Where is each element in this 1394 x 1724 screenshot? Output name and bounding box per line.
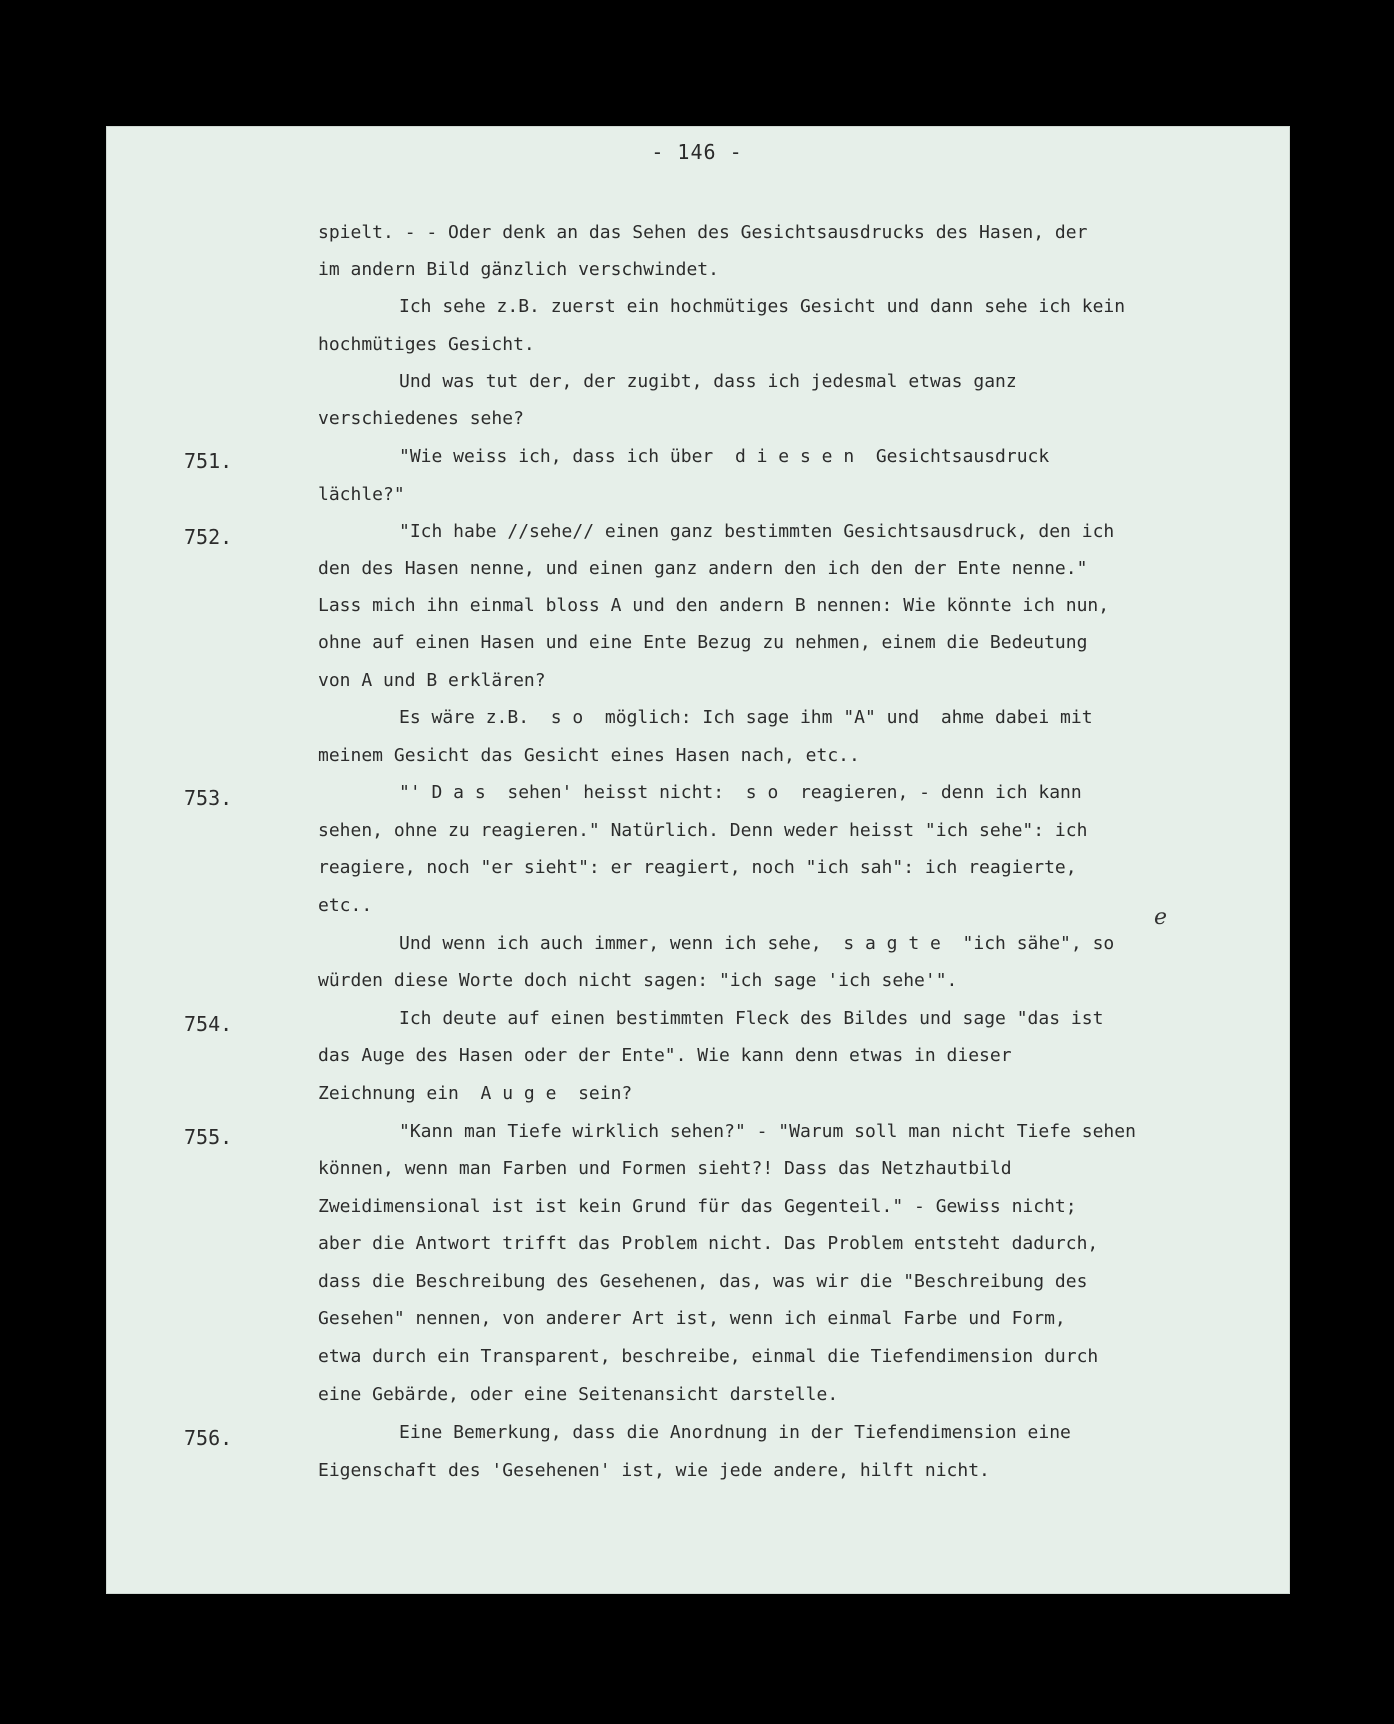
text-line: meinem Gesicht das Gesicht eines Hasen nach, etc.. [318, 745, 860, 766]
paragraph-number-755: 755. [184, 1125, 233, 1149]
text-line: sehen, ohne zu reagieren." Natürlich. Denn weder heisst "ich sehe": ich [318, 820, 1088, 841]
text-line: ohne auf einen Hasen und eine Ente Bezug zu nehmen, einem die Bedeutung [318, 632, 1088, 653]
text-line: Zweidimensional ist ist kein Grund für das Gegenteil." - Gewiss nicht; [318, 1196, 1077, 1217]
text-line: von A und B erklären? [318, 670, 546, 691]
text-line: etwa durch ein Transparent, beschreibe, einmal die Tiefendimension durch [318, 1346, 1099, 1367]
text-line: Und wenn ich auch immer, wenn ich sehe, s a g t e "ich sähe", so [399, 933, 1115, 954]
paragraph-number-753: 753. [184, 786, 233, 810]
paragraph-number-754: 754. [184, 1012, 233, 1036]
text-line: können, wenn man Farben und Formen sieht?! Dass das Netzhautbild [318, 1158, 1012, 1179]
text-line: eine Gebärde, oder eine Seitenansicht darstelle. [318, 1384, 839, 1405]
text-line: verschiedenes sehe? [318, 408, 524, 429]
text-line: Lass mich ihn einmal bloss A und den andern B nennen: Wie könnte ich nun, [318, 595, 1110, 616]
handwritten-correction: e [1154, 905, 1168, 930]
text-line: Eine Bemerkung, dass die Anordnung in der Tiefendimension eine [399, 1422, 1071, 1443]
text-line: den des Hasen nenne, und einen ganz andern den ich den der Ente nenne." [318, 558, 1088, 579]
text-line: "' D a s sehen' heisst nicht: s o reagieren, - denn ich kann [399, 782, 1082, 803]
text-line: dass die Beschreibung des Gesehenen, das, was wir die "Beschreibung des [318, 1271, 1088, 1292]
text-line: "Wie weiss ich, dass ich über d i e s e n Gesichtsausdruck [399, 446, 1050, 467]
text-line: Ich deute auf einen bestimmten Fleck des Bildes und sage "das ist [399, 1008, 1104, 1029]
text-line: Es wäre z.B. s o möglich: Ich sage ihm "A" und ahme dabei mit [399, 707, 1093, 728]
paragraph-number-756: 756. [184, 1426, 233, 1450]
paragraph-number-751: 751. [184, 449, 233, 473]
text-line: spielt. - - Oder denk an das Sehen des Gesichtsausdrucks des Hasen, der [318, 222, 1088, 243]
text-line: aber die Antwort trifft das Problem nicht. Das Problem entsteht dadurch, [318, 1233, 1099, 1254]
text-line: etc.. [318, 895, 373, 916]
text-line: "Ich habe //sehe// einen ganz bestimmten Gesichtsausdruck, den ich [399, 521, 1115, 542]
text-line: das Auge des Hasen oder der Ente". Wie kann denn etwas in dieser [318, 1045, 1012, 1066]
page-number: - 146 - [651, 140, 743, 164]
text-line: hochmütiges Gesicht. [318, 334, 535, 355]
text-line: im andern Bild gänzlich verschwindet. [318, 259, 719, 280]
text-line: Eigenschaft des 'Gesehenen' ist, wie jede andere, hilft nicht. [318, 1460, 990, 1481]
text-line: Ich sehe z.B. zuerst ein hochmütiges Gesicht und dann sehe ich kein [399, 296, 1126, 317]
text-line: reagiere, noch "er sieht": er reagiert, noch "ich sah": ich reagierte, [318, 857, 1077, 878]
text-line: "Kann man Tiefe wirklich sehen?" - "Warum soll man nicht Tiefe sehen [399, 1121, 1136, 1142]
text-line: lächle?" [318, 484, 405, 505]
text-line: Gesehen" nennen, von anderer Art ist, wenn ich einmal Farbe und Form, [318, 1308, 1066, 1329]
text-line: würden diese Worte doch nicht sagen: "ich sage 'ich sehe'". [318, 970, 958, 991]
text-line: Und was tut der, der zugibt, dass ich jedesmal etwas ganz [399, 371, 1017, 392]
text-line: Zeichnung ein A u g e sein? [318, 1083, 633, 1104]
paragraph-number-752: 752. [184, 525, 233, 549]
